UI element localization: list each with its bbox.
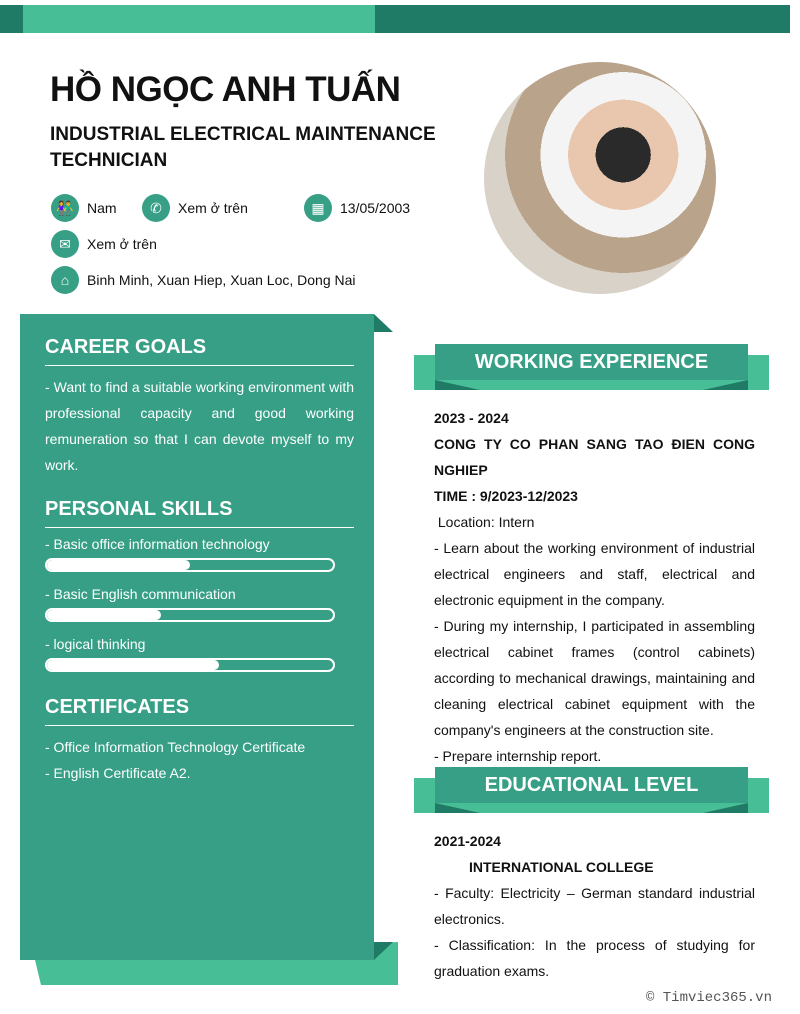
ribbon-folds	[414, 378, 770, 392]
career-goals-heading: CAREER GOALS	[45, 336, 354, 366]
experience-company: CONG TY CO PHAN SANG TAO ĐIEN CONG NGHIEP	[434, 436, 755, 478]
skill-item	[45, 636, 354, 672]
ribbon-folds	[414, 801, 770, 815]
skills-heading: PERSONAL SKILLS	[45, 498, 354, 528]
calendar-icon: ▦	[304, 194, 332, 222]
skill-label: - Basic office information technology	[45, 536, 270, 552]
skill-label: - logical thinking	[45, 636, 146, 652]
certificates-heading: CERTIFICATES	[45, 696, 354, 726]
watermark: © Timviec365.vn	[645, 990, 772, 1006]
certificate-item: - English Certificate A2.	[45, 765, 191, 781]
birthday-text: 13/05/2003	[340, 200, 411, 216]
profile-photo	[484, 62, 716, 294]
birthday-info	[304, 194, 410, 222]
gender-text: Nam	[87, 200, 117, 216]
experience-section	[434, 405, 755, 769]
experience-line: - During my internship, I participated in assembling electrical cabinet frames (control cabinets) according to mechanical drawings, maintaining and cleaning electrical cabinet equipment with the company's engineers at the construction site.	[434, 618, 755, 738]
education-section	[434, 828, 755, 984]
certificate-item: - Office Information Technology Certificate	[45, 739, 306, 755]
left-panel	[20, 314, 374, 960]
email-info	[51, 230, 157, 258]
education-line: - Faculty: Electricity – German standard industrial electronics.	[434, 885, 755, 927]
skill-bar-fill	[47, 610, 161, 620]
skill-bar	[45, 658, 335, 672]
experience-line: - Prepare internship report.	[434, 748, 602, 764]
email-text: Xem ở trên	[87, 236, 157, 252]
education-line: - Classification: In the process of studying for graduation exams.	[434, 937, 755, 979]
skill-bar	[45, 558, 335, 572]
skill-bar	[45, 608, 335, 622]
experience-location: Location: Intern	[434, 514, 535, 530]
mail-icon: ✉	[51, 230, 79, 258]
career-goals-text: - Want to find a suitable working environment with professional capacity and good working remuneration so that I can devote myself to my work.	[45, 379, 354, 473]
experience-heading: WORKING EXPERIENCE	[435, 344, 748, 380]
home-icon: ⌂	[51, 266, 79, 294]
education-heading: EDUCATIONAL LEVEL	[435, 767, 748, 803]
skill-bar-fill	[47, 660, 219, 670]
experience-period: 2023 - 2024	[434, 410, 509, 426]
address-text: Binh Minh, Xuan Hiep, Xuan Loc, Dong Nai	[87, 272, 356, 288]
address-info	[51, 266, 356, 294]
candidate-name: HỒ NGỌC ANH TUẤN	[50, 70, 401, 109]
experience-line: - Learn about the working environment of industrial electrical engineers and staff, electrical and electronic equipment in the company.	[434, 540, 755, 608]
job-title: INDUSTRIAL ELECTRICAL MAINTENANCE TECHNICIAN	[50, 124, 436, 171]
experience-time: TIME : 9/2023-12/2023	[434, 488, 578, 504]
phone-icon: ✆	[142, 194, 170, 222]
phone-info	[142, 194, 248, 222]
skill-bar-fill	[47, 560, 190, 570]
gender-info	[51, 194, 117, 222]
top-bar-accent	[23, 5, 375, 33]
education-school: INTERNATIONAL COLLEGE	[469, 859, 654, 875]
skill-item	[45, 536, 354, 572]
gender-icon: 👫	[51, 194, 79, 222]
phone-text: Xem ở trên	[178, 200, 248, 216]
skill-item	[45, 586, 354, 622]
skill-label: - Basic English communication	[45, 586, 236, 602]
education-period: 2021-2024	[434, 833, 501, 849]
